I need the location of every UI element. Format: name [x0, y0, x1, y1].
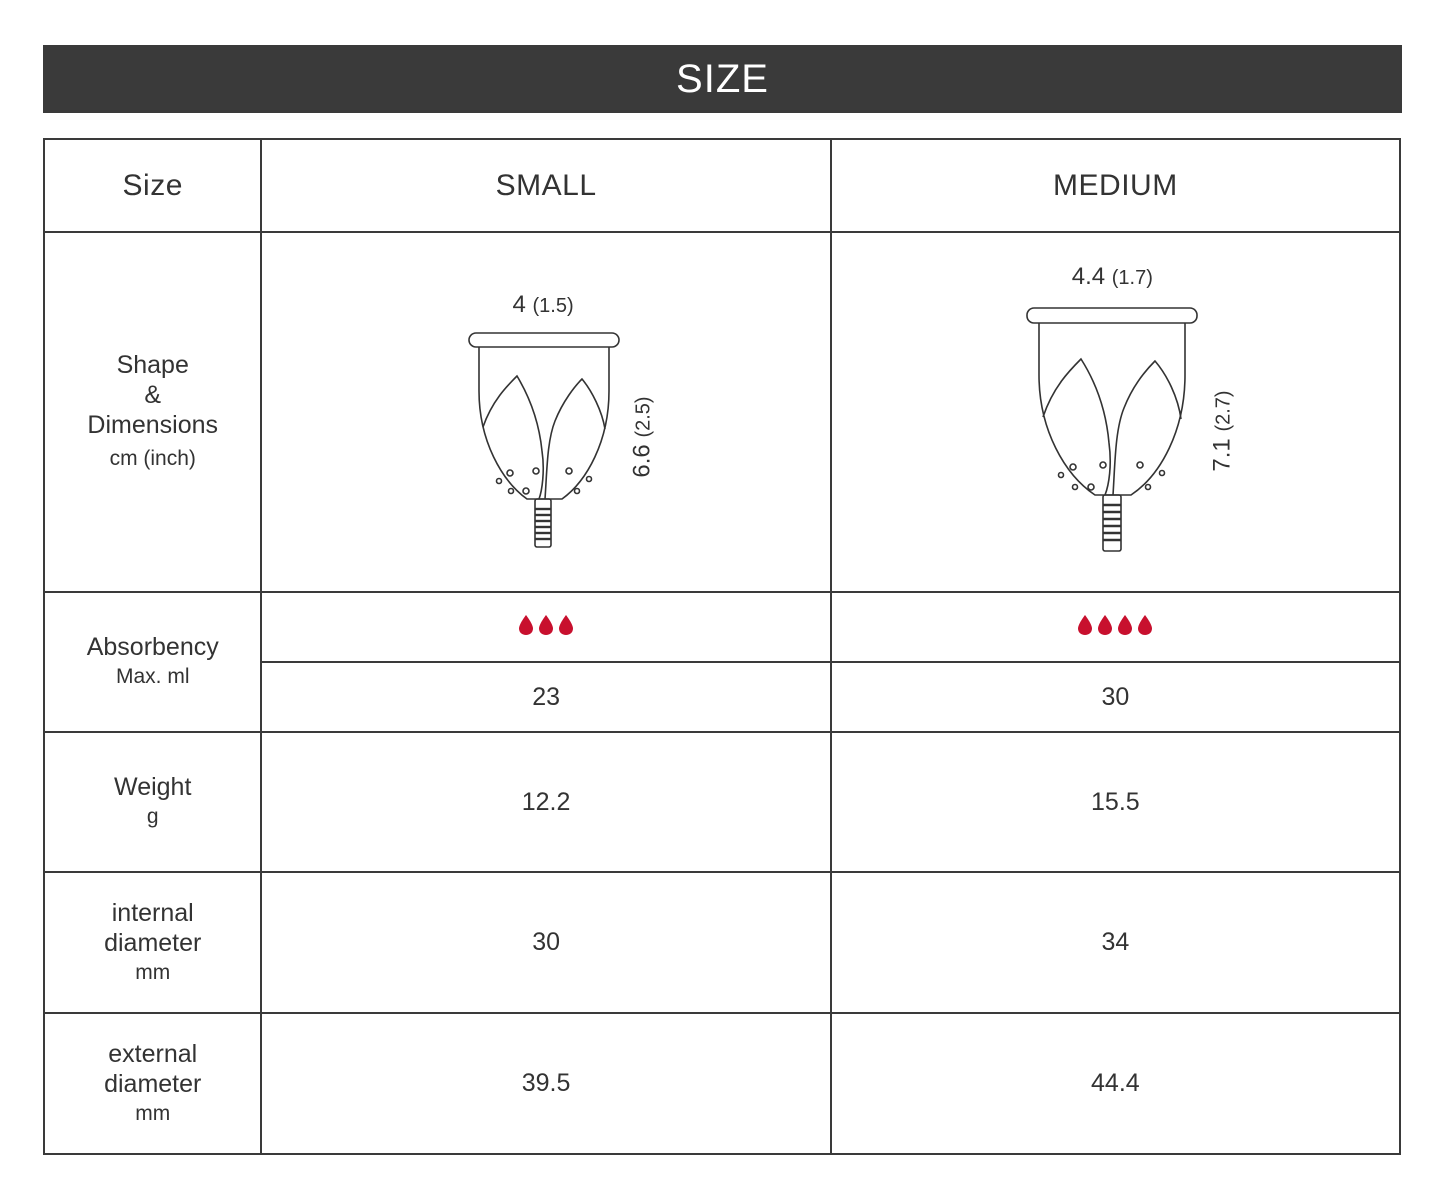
page-title: SIZE	[676, 56, 769, 101]
weight-small-cell	[261, 732, 830, 872]
internal-diameter-medium-value: 34	[1101, 928, 1130, 956]
medium-cup-icon	[1025, 305, 1205, 560]
absorbency-medium-cell	[831, 662, 1400, 732]
weight-medium-cell	[831, 732, 1400, 872]
external-diameter-label-line2: diameter	[104, 1069, 202, 1098]
external-diameter-small-cell	[261, 1013, 830, 1154]
internal-diameter-row	[44, 872, 1400, 1013]
blood-drop-icon	[557, 614, 575, 636]
external-diameter-label-cell	[44, 1013, 261, 1154]
external-diameter-unit: mm	[135, 1101, 171, 1125]
shape-label-cell	[44, 232, 261, 592]
header-small-label: SMALL	[495, 168, 597, 202]
weight-unit: g	[146, 805, 159, 828]
shape-small-cell	[261, 232, 830, 592]
medium-drop-rating	[1076, 614, 1154, 636]
medium-height-dimension	[1208, 390, 1236, 471]
shape-unit: cm (inch)	[109, 447, 196, 470]
medium-height-inch: (2.7)	[1212, 390, 1235, 432]
internal-diameter-label-line1: internal	[111, 898, 194, 927]
shape-medium-cell	[831, 232, 1400, 592]
absorbency-label: Absorbency	[86, 633, 219, 661]
weight-medium-value: 15.5	[1091, 787, 1140, 816]
internal-diameter-label-line2: diameter	[104, 928, 202, 957]
header-small-cell	[261, 139, 830, 232]
blood-drop-icon	[537, 614, 555, 636]
external-diameter-medium-value: 44.4	[1091, 1069, 1140, 1097]
small-height-dimension	[629, 396, 657, 477]
small-width-value: 4	[512, 291, 526, 318]
medium-height-value: 7.1	[1208, 438, 1236, 472]
external-diameter-small-value: 39.5	[521, 1069, 571, 1097]
weight-small-value: 12.2	[521, 787, 571, 816]
shape-label-line3: Dimensions	[87, 411, 219, 439]
weight-label-cell	[44, 732, 261, 872]
blood-drop-icon	[1136, 614, 1154, 636]
small-width-inch: (1.5)	[532, 295, 574, 317]
medium-width-inch: (1.7)	[1111, 267, 1153, 289]
shape-label-line2: &	[144, 381, 162, 409]
small-cup-icon	[467, 331, 627, 556]
absorbency-small-value: 23	[532, 682, 560, 711]
internal-diameter-small-value: 30	[532, 928, 560, 956]
internal-diameter-medium-cell	[831, 872, 1400, 1013]
header-row	[44, 139, 1400, 232]
absorbency-drops-row	[44, 592, 1400, 662]
internal-diameter-unit: mm	[135, 960, 171, 984]
small-height-inch: (2.5)	[633, 396, 656, 438]
small-height-value: 6.6	[629, 444, 657, 478]
header-medium-label: MEDIUM	[1053, 168, 1178, 202]
absorbency-unit: Max. ml	[115, 665, 190, 688]
medium-width-dimension	[1072, 263, 1153, 291]
blood-drop-icon	[1076, 614, 1094, 636]
absorbency-medium-value: 30	[1101, 682, 1130, 711]
absorbency-medium-drops-cell	[831, 592, 1400, 662]
medium-width-value: 4.4	[1071, 263, 1106, 290]
size-table	[43, 138, 1401, 1155]
absorbency-label-cell	[44, 592, 261, 732]
weight-label: Weight	[114, 773, 192, 801]
shape-row	[44, 232, 1400, 592]
internal-diameter-label-cell	[44, 872, 261, 1013]
page-title-banner	[43, 45, 1402, 113]
header-size-cell	[44, 139, 261, 232]
blood-drop-icon	[1116, 614, 1134, 636]
header-medium-cell	[831, 139, 1400, 232]
shape-label-line1: Shape	[116, 351, 189, 379]
external-diameter-medium-cell	[831, 1013, 1400, 1154]
absorbency-small-cell	[261, 662, 830, 732]
external-diameter-label-line1: external	[108, 1039, 198, 1068]
header-size-label: Size	[122, 168, 183, 202]
external-diameter-row	[44, 1013, 1400, 1154]
weight-row	[44, 732, 1400, 872]
blood-drop-icon	[1096, 614, 1114, 636]
small-width-dimension	[512, 291, 573, 319]
internal-diameter-small-cell	[261, 872, 830, 1013]
small-drop-rating	[517, 614, 575, 636]
blood-drop-icon	[517, 614, 535, 636]
absorbency-small-drops-cell	[261, 592, 830, 662]
